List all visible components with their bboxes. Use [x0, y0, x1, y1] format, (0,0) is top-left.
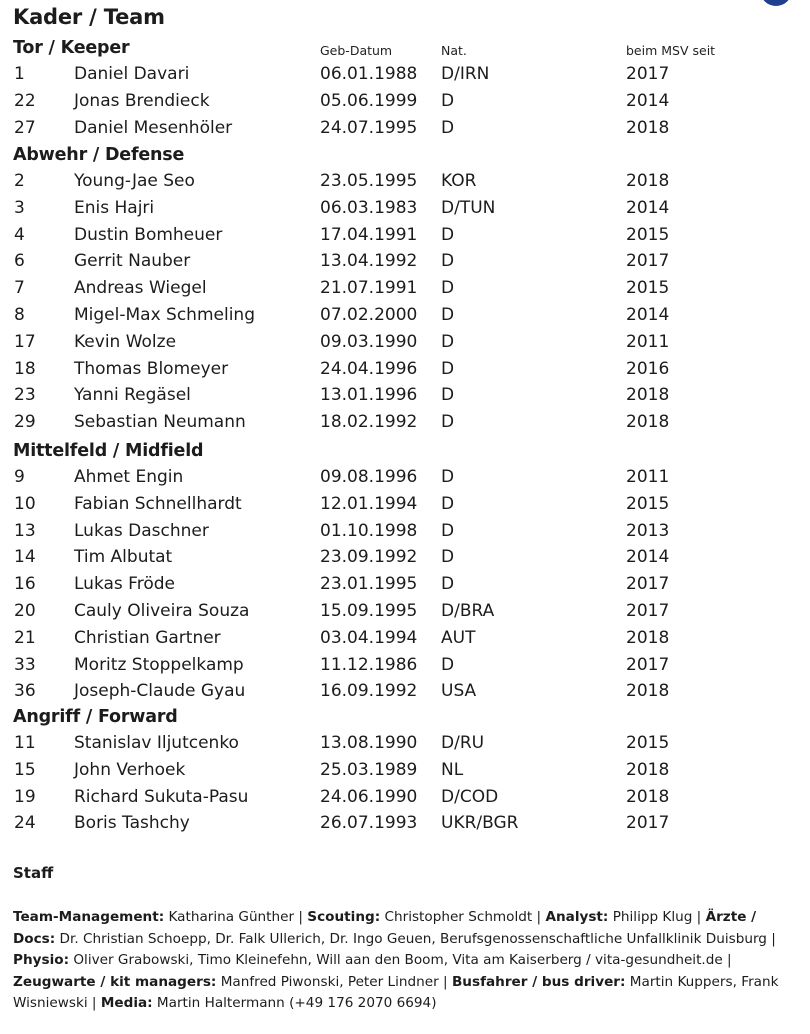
player-name: Lukas Daschner	[74, 520, 209, 541]
player-row	[0, 467, 810, 494]
player-birthdate: 09.08.1996	[320, 467, 418, 487]
player-nationality: D	[441, 654, 455, 675]
player-name: Dustin Bomheuer	[74, 224, 223, 245]
group-heading: Angriff / Forward	[13, 707, 178, 727]
player-name: Enis Hajri	[74, 197, 155, 218]
player-name: Richard Sukuta-Pasu	[74, 786, 249, 807]
staff-label: Media:	[100, 995, 153, 1011]
player-since: 2014	[626, 197, 670, 218]
player-since: 2017	[626, 813, 670, 834]
staff-heading: Staff	[13, 864, 54, 882]
staff-value: Manfred Piwonski, Peter Lindner |	[216, 973, 452, 990]
player-row	[0, 494, 810, 521]
player-since: 2017	[626, 654, 670, 675]
player-number: 4	[14, 224, 25, 245]
player-name: Cauly Oliveira Souza	[74, 601, 250, 621]
player-name: Boris Tashchy	[74, 813, 190, 834]
staff-label: Scouting:	[307, 909, 381, 925]
player-since: 2017	[626, 251, 670, 272]
player-birthdate: 03.04.1994	[320, 627, 418, 648]
player-nationality: D	[441, 574, 455, 595]
player-name: John Verhoek	[74, 759, 186, 780]
player-since: 2018	[626, 681, 670, 702]
player-nationality: D	[441, 358, 455, 379]
player-since: 2014	[626, 305, 670, 325]
player-nationality: D	[441, 547, 455, 568]
player-birthdate: 13.01.1996	[320, 385, 418, 406]
page-title: Kader / Team	[13, 5, 165, 29]
player-row	[0, 412, 810, 439]
player-name: Migel-Max Schmeling	[74, 305, 255, 325]
staff-value: Christopher Schmoldt |	[380, 909, 546, 925]
player-name: Thomas Blomeyer	[74, 358, 229, 379]
player-nationality: USA	[441, 681, 477, 702]
player-name: Lukas Fröde	[74, 574, 175, 595]
player-row	[0, 760, 810, 787]
player-birthdate: 26.07.1993	[320, 813, 418, 834]
player-birthdate: 13.08.1990	[320, 733, 418, 753]
player-number: 20	[14, 601, 36, 621]
staff-label: Zeugwarte / kit managers:	[13, 973, 217, 990]
player-number: 19	[14, 786, 36, 807]
staff-list	[13, 907, 803, 1015]
player-number: 21	[14, 627, 36, 648]
player-since: 2015	[626, 493, 670, 514]
player-since: 2017	[626, 601, 670, 621]
player-row	[0, 305, 810, 332]
player-row	[0, 118, 810, 145]
player-name: Jonas Brendieck	[74, 90, 210, 111]
player-nationality: AUT	[441, 627, 476, 648]
player-nationality: D/BRA	[441, 601, 495, 621]
player-since: 2018	[626, 627, 670, 648]
staff-value: Philipp Klug |	[608, 909, 706, 925]
player-birthdate: 12.01.1994	[320, 493, 418, 514]
player-row	[0, 91, 810, 118]
player-nationality: D	[441, 493, 455, 514]
column-header-nationality: Nat.	[441, 43, 467, 58]
player-birthdate: 24.06.1990	[320, 786, 418, 807]
player-since: 2014	[626, 547, 670, 568]
player-name: Kevin Wolze	[74, 331, 177, 352]
player-birthdate: 21.07.1991	[320, 278, 418, 299]
player-name: Moritz Stoppelkamp	[74, 654, 244, 675]
player-number: 11	[14, 733, 36, 753]
player-nationality: UKR/BGR	[441, 813, 519, 834]
player-number: 7	[14, 278, 25, 299]
player-row	[0, 385, 810, 412]
player-number: 36	[14, 681, 36, 702]
player-number: 16	[14, 574, 36, 595]
player-birthdate: 06.01.1988	[320, 64, 418, 84]
player-nationality: NL	[441, 759, 464, 780]
player-number: 1	[14, 64, 25, 84]
player-since: 2015	[626, 278, 670, 299]
player-row	[0, 278, 810, 305]
player-birthdate: 15.09.1995	[320, 601, 418, 621]
player-nationality: D/IRN	[441, 64, 490, 84]
player-since: 2018	[626, 117, 670, 138]
staff-label: Physio:	[13, 952, 70, 968]
player-birthdate: 09.03.1990	[320, 331, 418, 352]
player-birthdate: 23.01.1995	[320, 574, 418, 595]
player-row	[0, 332, 810, 359]
player-number: 13	[14, 520, 36, 541]
player-nationality: KOR	[441, 171, 477, 191]
staff-value: Oliver Grabowski, Timo Kleinefehn, Will aan den Boom, Vita am Kaiserberg / vita-gesundheit.de |	[69, 952, 732, 968]
player-number: 18	[14, 358, 36, 379]
group-heading: Tor / Keeper	[13, 38, 130, 58]
staff-value: Dr. Christian Schoepp, Dr. Falk Ullerich, Dr. Ingo Geuen, Berufsgenossenschaftliche Unfallklinik Duisburg |	[55, 930, 776, 947]
player-number: 22	[14, 90, 36, 111]
player-name: Andreas Wiegel	[74, 278, 207, 299]
player-birthdate: 25.03.1989	[320, 759, 418, 780]
player-since: 2017	[626, 64, 670, 84]
column-header-since: beim MSV seit	[626, 43, 716, 58]
player-row	[0, 171, 810, 198]
player-row	[0, 681, 810, 708]
player-birthdate: 06.03.1983	[320, 197, 418, 218]
player-since: 2013	[626, 520, 670, 541]
player-nationality: D/COD	[441, 786, 499, 807]
staff-label: Team-Management:	[13, 909, 165, 925]
player-number: 9	[14, 467, 25, 487]
player-since: 2018	[626, 412, 670, 433]
player-nationality: D	[441, 305, 455, 325]
player-number: 2	[14, 171, 25, 191]
player-row	[0, 225, 810, 252]
player-nationality: D/TUN	[441, 197, 496, 218]
player-since: 2011	[626, 331, 670, 352]
player-row	[0, 574, 810, 601]
player-since: 2018	[626, 786, 670, 807]
player-row	[0, 628, 810, 655]
player-number: 27	[14, 117, 36, 138]
staff-label: Busfahrer / bus driver:	[451, 973, 626, 990]
player-nationality: D	[441, 224, 455, 245]
player-name: Christian Gartner	[74, 627, 221, 648]
player-since: 2015	[626, 733, 670, 753]
player-name: Gerrit Nauber	[74, 251, 191, 272]
player-since: 2014	[626, 90, 670, 111]
staff-label: Analyst:	[545, 909, 609, 925]
player-name: Daniel Mesenhöler	[74, 117, 233, 138]
player-since: 2018	[626, 385, 670, 406]
player-number: 15	[14, 759, 36, 780]
player-row	[0, 251, 810, 278]
player-since: 2016	[626, 358, 670, 379]
player-name: Ahmet Engin	[74, 467, 184, 487]
player-nationality: D	[441, 331, 455, 352]
player-name: Joseph-Claude Gyau	[74, 681, 246, 702]
player-since: 2018	[626, 759, 670, 780]
player-number: 29	[14, 412, 36, 433]
player-nationality: D	[441, 520, 455, 541]
column-header-birthdate: Geb-Datum	[320, 43, 393, 58]
player-birthdate: 24.07.1995	[320, 117, 418, 138]
player-number: 6	[14, 251, 25, 272]
player-row	[0, 64, 810, 91]
player-birthdate: 11.12.1986	[320, 654, 418, 675]
player-row	[0, 813, 810, 840]
group-heading: Abwehr / Defense	[13, 145, 185, 165]
player-number: 10	[14, 493, 36, 514]
player-row	[0, 733, 810, 760]
player-name: Young-Jae Seo	[74, 171, 195, 191]
player-nationality: D	[441, 412, 455, 433]
staff-value: Martin Haltermann (+49 176 2070 6694)	[152, 995, 437, 1011]
player-birthdate: 01.10.1998	[320, 520, 418, 541]
player-number: 24	[14, 813, 36, 834]
player-nationality: D	[441, 251, 455, 272]
player-since: 2017	[626, 574, 670, 595]
player-row	[0, 601, 810, 628]
player-since: 2011	[626, 467, 670, 487]
player-birthdate: 17.04.1991	[320, 224, 418, 245]
player-number: 23	[14, 385, 36, 406]
player-birthdate: 18.02.1992	[320, 412, 418, 433]
player-name: Stanislav Iljutcenko	[74, 733, 239, 753]
player-nationality: D	[441, 278, 455, 299]
player-birthdate: 07.02.2000	[320, 305, 418, 325]
player-name: Fabian Schnellhardt	[74, 493, 242, 514]
player-nationality: D	[441, 117, 455, 138]
player-birthdate: 23.05.1995	[320, 171, 418, 191]
player-birthdate: 23.09.1992	[320, 547, 418, 568]
player-row	[0, 787, 810, 814]
player-nationality: D	[441, 385, 455, 406]
player-row	[0, 655, 810, 682]
player-nationality: D	[441, 90, 455, 111]
player-name: Yanni Regäsel	[74, 385, 191, 406]
player-row	[0, 198, 810, 225]
player-number: 17	[14, 331, 36, 352]
player-number: 14	[14, 547, 36, 568]
player-row	[0, 359, 810, 386]
group-heading: Mittelfeld / Midfield	[13, 441, 204, 461]
player-birthdate: 05.06.1999	[320, 90, 418, 111]
player-nationality: D	[441, 467, 455, 487]
player-number: 8	[14, 305, 25, 325]
player-row	[0, 547, 810, 574]
player-since: 2015	[626, 224, 670, 245]
player-name: Tim Albutat	[74, 547, 173, 568]
player-since: 2018	[626, 171, 670, 191]
player-row	[0, 521, 810, 548]
player-number: 3	[14, 197, 25, 218]
player-birthdate: 16.09.1992	[320, 681, 418, 702]
player-nationality: D/RU	[441, 733, 485, 753]
player-name: Daniel Davari	[74, 64, 190, 84]
player-birthdate: 24.04.1996	[320, 358, 418, 379]
staff-value: Katharina Günther |	[164, 909, 308, 925]
player-name: Sebastian Neumann	[74, 412, 246, 433]
player-number: 33	[14, 654, 36, 675]
staff-value: Martin Kuppers, Frank Wisniewski |	[13, 973, 779, 1011]
player-birthdate: 13.04.1992	[320, 251, 418, 272]
club-logo	[760, 0, 792, 6]
staff-label: Ärzte / Docs:	[13, 909, 757, 947]
